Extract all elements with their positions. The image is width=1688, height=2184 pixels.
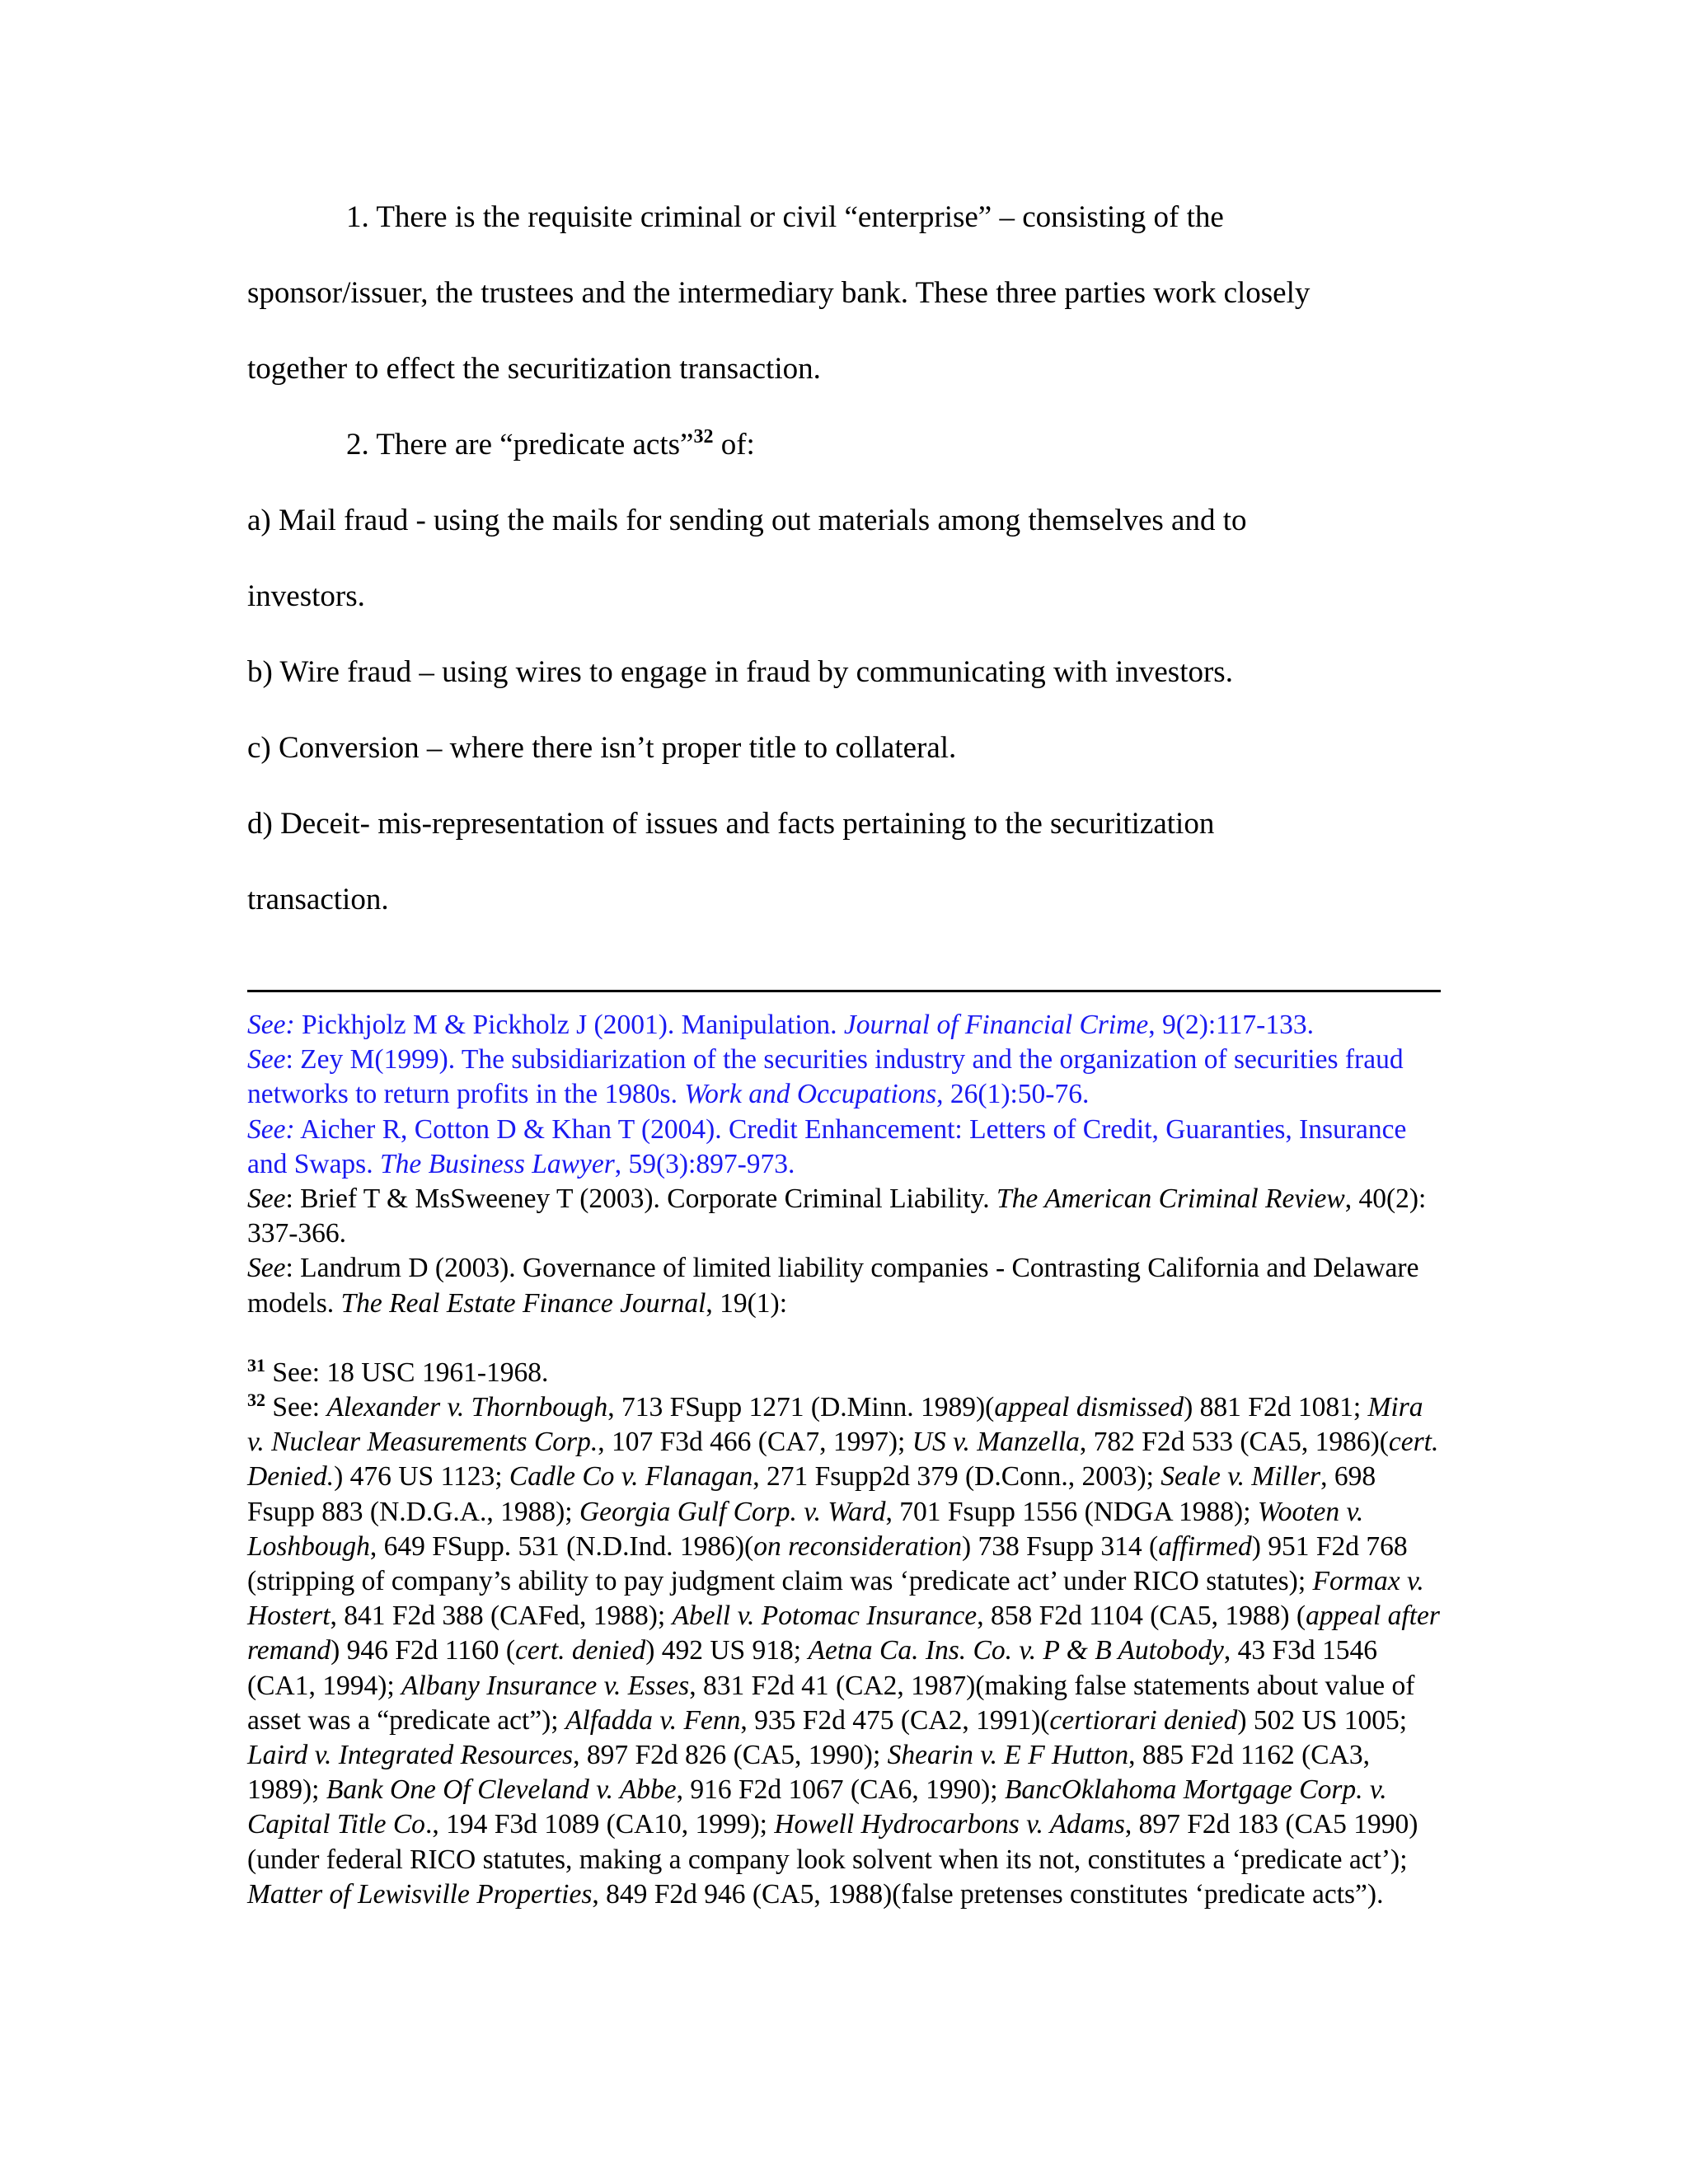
item-2-text: 2. There are “predicate acts” (346, 428, 694, 462)
citation-text: , 698 Fsupp 883 (N.D.G.A., 1988); (247, 1461, 1376, 1527)
item-2-tail: of: (713, 428, 755, 462)
citation-text: See: (265, 1392, 327, 1423)
reference-1-see: See: (247, 1010, 295, 1040)
reference-3-text: Aicher R, Cotton D & Khan T (2004). Credit Enhancement: Letters of Credit, Guaranties, Insurance and Swaps. (247, 1113, 1407, 1179)
citation-text: , 649 FSupp. 531 (N.D.Ind. 1986)( (369, 1530, 754, 1562)
footnote-31 (247, 1356, 1442, 1390)
citation-text: , 916 F2d 1067 (CA6, 1990); (676, 1774, 1005, 1806)
reference-5-journal: The Real Estate Finance Journal (340, 1287, 706, 1319)
citation-text: , 858 F2d 1104 (CA5, 1988) ( (977, 1601, 1306, 1632)
citation-text: , 897 F2d 826 (CA5, 1990); (573, 1740, 888, 1771)
reference-5-tail: , 19(1): (706, 1287, 788, 1319)
case-name: BancOklahoma Mortgage Corp. v. Capital Title Co (247, 1774, 1387, 1840)
reference-2-tail: , 26(1):50-76. (936, 1079, 1090, 1110)
reference-4-tail: , 40(2): 337-366. (247, 1183, 1427, 1249)
reference-5-see: See (247, 1253, 286, 1284)
item-d-line-1: d) Deceit- mis-representation of issues and facts pertaining to the securitization (247, 807, 1215, 841)
citation-text: ) 881 F2d 1081; (1184, 1392, 1368, 1423)
case-name: Alexander v. Thornbough (326, 1392, 608, 1423)
reference-3-journal: The Business Lawyer (379, 1148, 615, 1179)
citation-text: , 107 F3d 466 (CA7, 1997); (598, 1427, 912, 1458)
footnote-separator (247, 990, 1441, 992)
reference-5-text: : Landrum D (2003). Governance of limited liability companies - Contrasting California and Delaware models. (247, 1253, 1419, 1319)
item-1-line-2: sponsor/issuer, the trustees and the intermediary bank. These three parties work closely (247, 276, 1311, 310)
reference-2-journal: Work and Occupations (684, 1079, 937, 1110)
case-name: appeal after remand (247, 1601, 1440, 1666)
item-2-line (346, 427, 755, 463)
citation-text: , 701 Fsupp 1556 (NDGA 1988); (885, 1496, 1258, 1527)
case-name: Howell Hydrocarbons v. Adams (774, 1809, 1125, 1840)
reference-1[interactable] (247, 1008, 1442, 1043)
footnotes-area (247, 1008, 1442, 1912)
reference-3-see: See: (247, 1113, 295, 1145)
case-name: cert. Denied. (247, 1427, 1439, 1493)
reference-3-tail: , 59(3):897-973. (614, 1148, 795, 1179)
case-name: cert. denied (515, 1635, 646, 1666)
citation-text: , 713 FSupp 1271 (D.Minn. 1989)( (607, 1392, 995, 1423)
case-name: Cadle Co v. Flanagan (509, 1461, 753, 1493)
reference-4-text: : Brief T & MsSweeney T (2003). Corporate Criminal Liability. (285, 1183, 997, 1215)
case-name: on reconsideration (753, 1530, 962, 1562)
reference-1-tail: , 9(2):117-133. (1148, 1010, 1314, 1040)
case-name: Wooten v. Loshbough (247, 1496, 1364, 1562)
citation-text: , 782 F2d 533 (CA5, 1986)( (1079, 1427, 1389, 1458)
citation-text: , 935 F2d 475 (CA2, 1991)( (740, 1704, 1050, 1736)
item-a-line-1: a) Mail fraud - using the mails for sending out materials among themselves and to (247, 504, 1247, 537)
item-d-line-2: transaction. (247, 883, 389, 916)
reference-5 (247, 1251, 1442, 1320)
footnote-31-number: 31 (247, 1354, 265, 1376)
case-name: Shearin v. E F Hutton (887, 1740, 1129, 1771)
case-name: Formax v. Hostert (247, 1566, 1424, 1632)
reference-2-text: : Zey M(1999). The subsidiarization of the securities industry and the organization of securities fraud networks to return profits in the 1980s. (247, 1044, 1404, 1110)
case-name: Mira v. Nuclear Measurements Corp. (247, 1392, 1423, 1458)
footnote-32-number: 32 (247, 1390, 265, 1411)
item-c-line: c) Conversion – where there isn’t proper title to collateral. (247, 731, 957, 765)
footnote-gap (247, 1321, 1442, 1356)
citation-text: ) 502 US 1005; (1237, 1704, 1408, 1736)
case-name: US v. Manzella (912, 1427, 1080, 1458)
case-name: Georgia Gulf Corp. v. Ward (579, 1496, 886, 1527)
reference-2-see: See (247, 1044, 286, 1076)
citation-text: , 841 F2d 388 (CAFed, 1988); (330, 1601, 673, 1632)
case-name: Laird v. Integrated Resources (247, 1740, 574, 1771)
citation-text: ) 492 US 918; (645, 1635, 809, 1666)
case-name: affirmed (1158, 1530, 1252, 1562)
case-name: Alfadda v. Fenn (565, 1704, 741, 1736)
case-name: Seale v. Miller (1160, 1461, 1321, 1493)
reference-1-text: Pickhjolz M & Pickholz J (2001). Manipulation. (294, 1010, 844, 1040)
item-a-line-2: investors. (247, 579, 365, 613)
case-name: Abell v. Potomac Insurance (672, 1601, 978, 1632)
case-name: Matter of Lewisville Properties (247, 1878, 593, 1910)
reference-2[interactable] (247, 1043, 1442, 1112)
footnote-32 (247, 1390, 1442, 1912)
citation-text: , 849 F2d 946 (CA5, 1988)(false pretenses constitutes ‘predicate acts”). (592, 1878, 1384, 1910)
case-name: certiorari denied (1049, 1704, 1238, 1736)
citation-text: , 897 F2d 183 (CA5 1990)(under federal RICO statutes, making a company look solvent when its not, constitutes a ‘predicate act’); (247, 1809, 1418, 1875)
item-1-line-3: together to effect the securitization transaction. (247, 352, 821, 386)
reference-3[interactable] (247, 1113, 1442, 1182)
item-1-line-1: 1. There is the requisite criminal or civil “enterprise” – consisting of the (346, 200, 1224, 234)
citation-text: ) 476 US 1123; (334, 1461, 509, 1493)
footnote-31-text: See: 18 USC 1961-1968. (265, 1357, 549, 1388)
reference-4 (247, 1182, 1442, 1251)
citation-text: ., 194 F3d 1089 (CA10, 1999); (424, 1809, 775, 1840)
citation-text: , 831 F2d 41 (CA2, 1987)(making false statements about value of asset was a “predicate act”); (247, 1670, 1415, 1736)
citation-text: , 43 F3d 1546 (CA1, 1994); (247, 1635, 1377, 1701)
citation-text: , 271 Fsupp2d 379 (D.Conn., 2003); (753, 1461, 1161, 1493)
case-name: Albany Insurance v. Esses (401, 1670, 690, 1701)
reference-4-journal: The American Criminal Review (996, 1183, 1345, 1215)
citation-text: ) 951 F2d 768 (stripping of company’s ability to pay judgment claim was ‘predicate act’ under RICO statutes); (247, 1530, 1408, 1597)
footnote-ref-32[interactable]: 32 (693, 426, 714, 448)
item-b-line: b) Wire fraud – using wires to engage in fraud by communicating with investors. (247, 655, 1233, 689)
reference-1-journal: Journal of Financial Crime (843, 1010, 1149, 1040)
citation-text: ) 946 F2d 1160 ( (331, 1635, 516, 1666)
case-name: Bank One Of Cleveland v. Abbe (326, 1774, 677, 1806)
case-name: Aetna Ca. Ins. Co. v. P & B Autobody (808, 1635, 1224, 1666)
citation-text: ) 738 Fsupp 314 ( (961, 1530, 1159, 1562)
reference-4-see: See (247, 1183, 286, 1215)
citation-text: , 885 F2d 1162 (CA3, 1989); (247, 1740, 1370, 1806)
case-name: appeal dismissed (994, 1392, 1184, 1423)
